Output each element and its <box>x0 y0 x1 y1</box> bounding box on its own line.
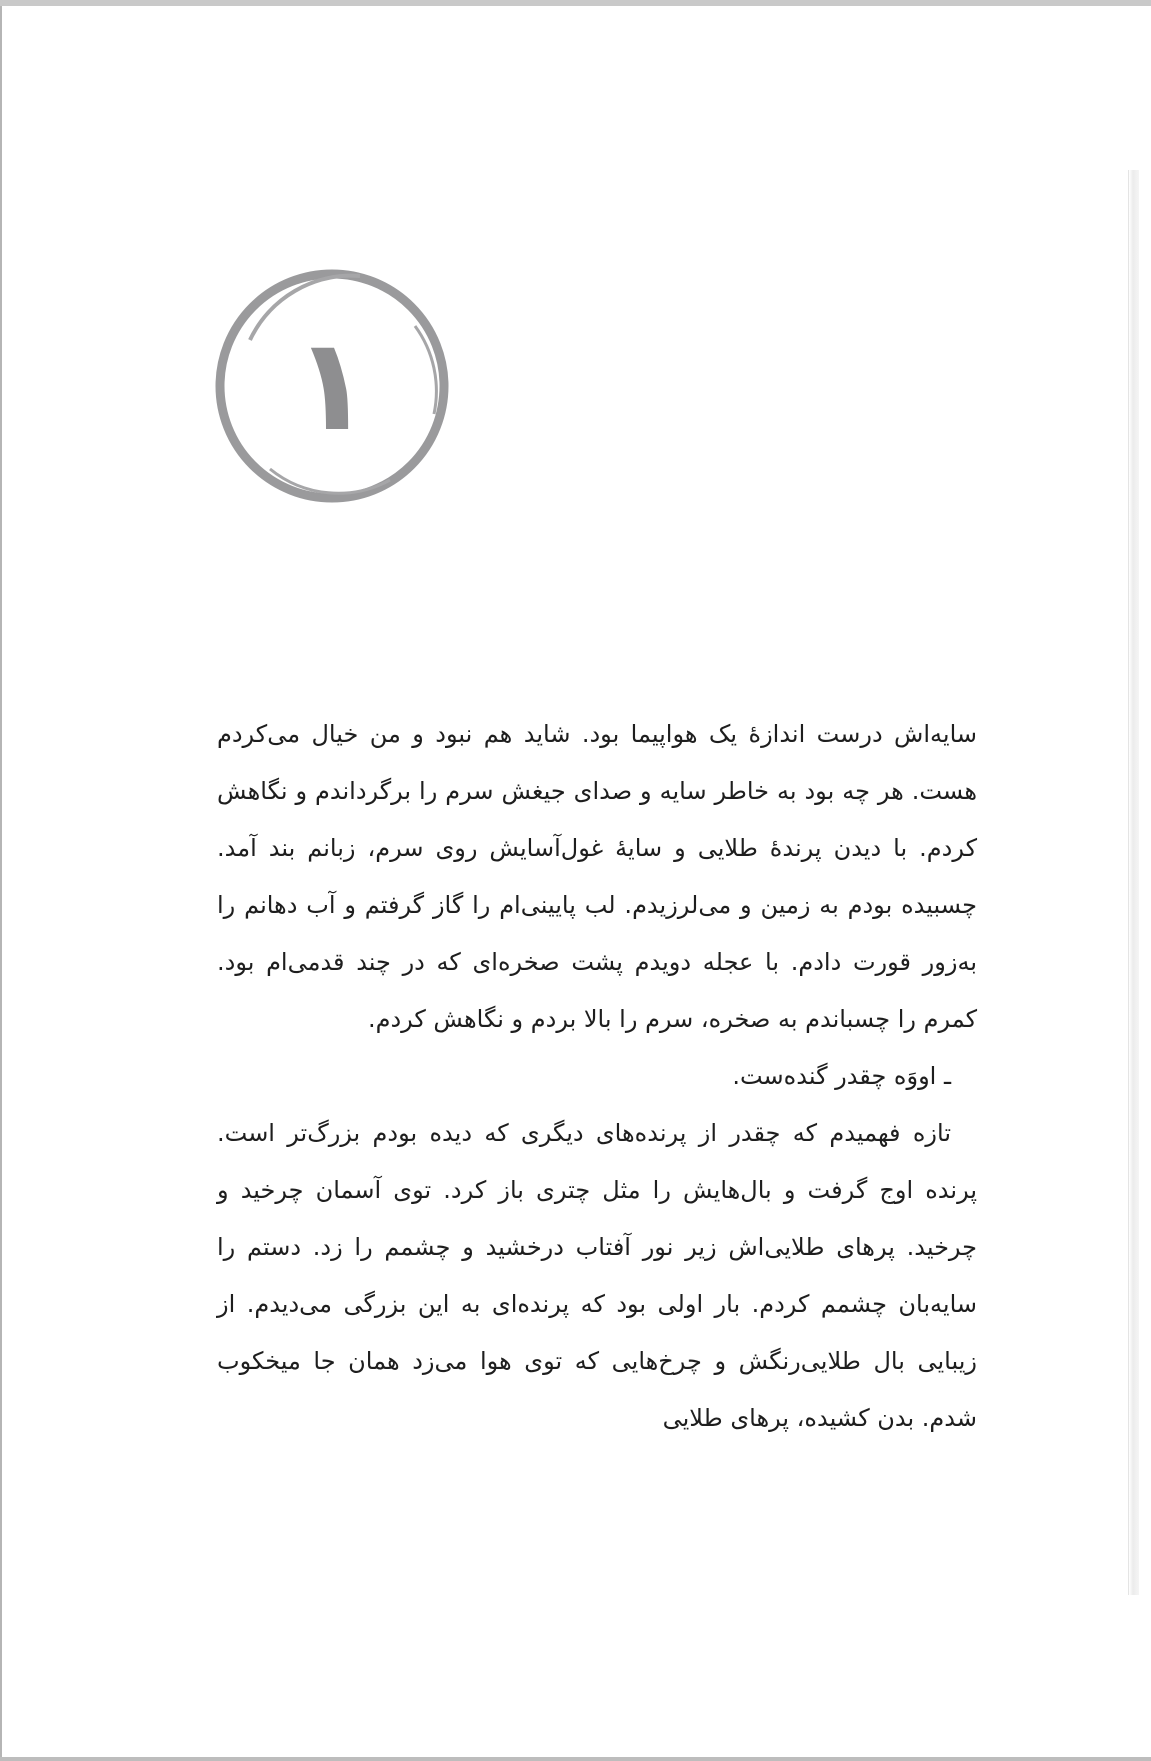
dialogue-line: ـ اووَه چقدر گنده‌ست. <box>732 1062 951 1090</box>
chapter-body-text <box>217 706 977 1447</box>
next-page-edge <box>1128 170 1139 1595</box>
book-page <box>2 6 1127 1757</box>
paragraph: سایه‌اش درست اندازهٔ یک هواپیما بود. شاید هم نبود و من خیال می‌کردم هست. هر چه بود به خاطر سایه و صدای جیغش سرم را برگرداندم و نگاهش کردم. با دیدن پرندهٔ طلایی و سایهٔ غول‌آسایش روی سرم، زبانم بند آمد. چسبیده بودم به زمین و می‌لرزیدم. لب پایینی‌ام را گاز گرفتم و آب دهانم را به‌زور قورت دادم. با عجله دویدم پشت صخره‌ای که در چند قدمی‌ام بود. کمرم را چسباندم به صخره، سرم را بالا بردم و نگاهش کردم. <box>217 720 977 1033</box>
chapter-badge <box>210 264 454 508</box>
chapter-number: ۱ <box>292 311 372 460</box>
bottom-border <box>0 1757 1151 1761</box>
paragraph: تازه فهمیدم که چقدر از پرنده‌های دیگری که دیده بودم بزرگ‌تر است. پرنده اوج گرفت و بال‌هایش را مثل چتری باز کرد. توی آسمان چرخید و چرخید. پرهای طلایی‌اش زیر نور آفتاب درخشید و چشمم را زد. دستم را سایه‌بان چشمم کردم. بار اولی بود که پرنده‌ای به این بزرگی می‌دیدم. از زیبایی بال طلایی‌رنگش و چرخ‌هایی که توی هوا می‌زد همان جا میخکوب شدم. بدن کشیده، پرهای طلایی <box>217 1119 977 1432</box>
